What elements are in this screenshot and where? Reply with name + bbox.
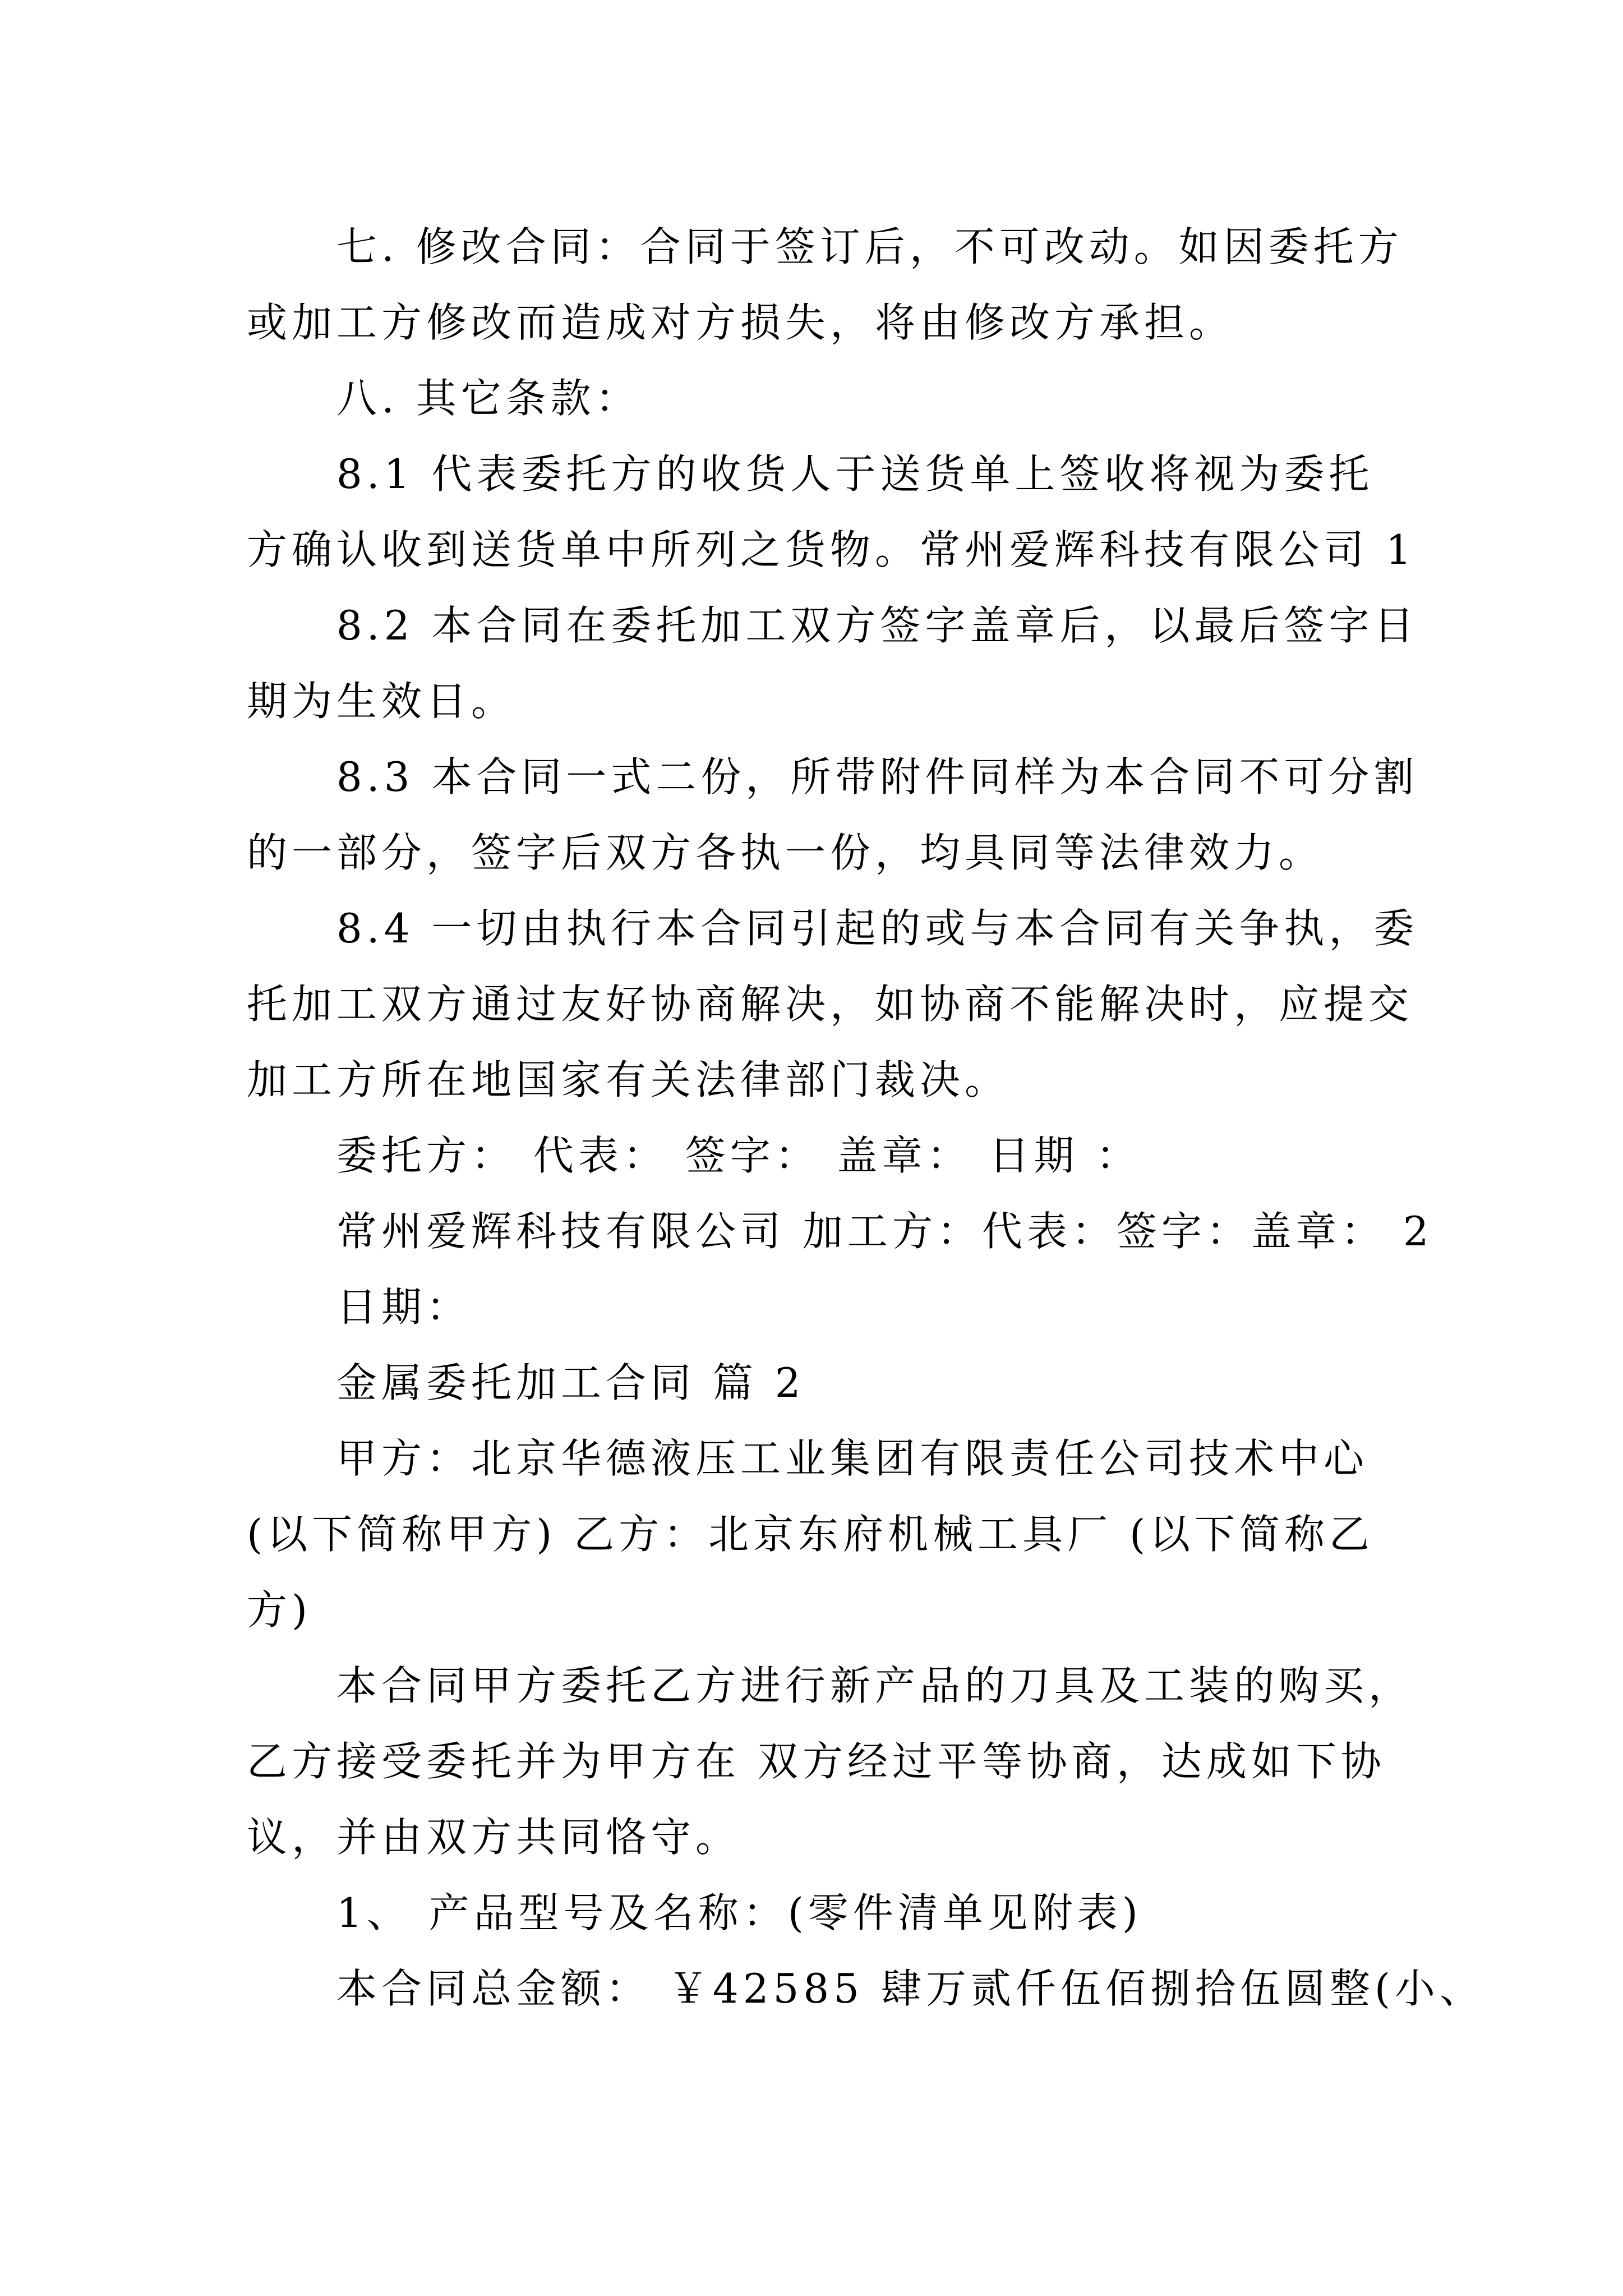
intro-line-1: 本合同甲方委托乙方进行新产品的刀具及工装的购买， (336, 1662, 1414, 1709)
clause-7-line-2: 或加工方修改而造成对方损失，将由修改方承担。 (247, 299, 1234, 346)
signature-line-client: 委托方： 代表： 签字： 盖章： 日期 ： (336, 1132, 1141, 1179)
clause-7-line-1: 七. 修改合同：合同于签订后，不可改动。如因委托方 (336, 223, 1403, 270)
section-title-part-2: 金属委托加工合同 篇 2 (336, 1359, 805, 1406)
clause-8-heading: 八. 其它条款： (336, 375, 640, 422)
intro-line-3: 议，并由双方共同恪守。 (247, 1814, 741, 1861)
party-a-line-2: (以下简称甲方) 乙方：北京东府机械工具厂 (以下简称乙 (247, 1511, 1375, 1558)
clause-8-3-line-1: 8.3 本合同一式二份，所带附件同样为本合同不可分割 (336, 753, 1419, 800)
signature-date: 日期： (336, 1283, 472, 1331)
clause-8-3-line-2: 的一部分，签字后双方各执一份，均具同等法律效力。 (247, 829, 1324, 876)
signature-line-processor: 常州爱辉科技有限公司 加工方：代表：签字：盖章： 2 (336, 1208, 1433, 1255)
total-amount-line: 本合同总金额： ￥42585 肆万贰仟伍佰捌拾伍圆整(小、 (336, 1965, 1484, 2012)
clause-8-1-line-1: 8.1 代表委托方的收货人于送货单上签收将视为委托 (336, 450, 1374, 498)
clause-8-4-line-2: 托加工双方通过友好协商解决，如协商不能解决时，应提交 (247, 981, 1414, 1028)
clause-8-2-line-2: 期为生效日。 (247, 678, 517, 725)
clause-8-1-line-2: 方确认收到送货单中所列之货物。常州爱辉科技有限公司 1 (247, 526, 1416, 573)
party-a-line-1: 甲方：北京华德液压工业集团有限责任公司技术中心 (336, 1435, 1369, 1482)
item-1-product: 1、 产品型号及名称：(零件清单见附表) (336, 1889, 1142, 1936)
clause-8-4-line-3: 加工方所在地国家有关法律部门裁决。 (247, 1056, 1010, 1103)
clause-8-2-line-1: 8.2 本合同在委托加工双方签字盖章后，以最后签字日 (336, 602, 1419, 649)
clause-8-4-line-1: 8.4 一切由执行本合同引起的或与本合同有关争执，委 (336, 905, 1419, 952)
intro-line-2: 乙方接受委托并为甲方在 双方经过平等协商，达成如下协 (247, 1738, 1386, 1785)
party-b-line-end: 方) (247, 1586, 312, 1634)
